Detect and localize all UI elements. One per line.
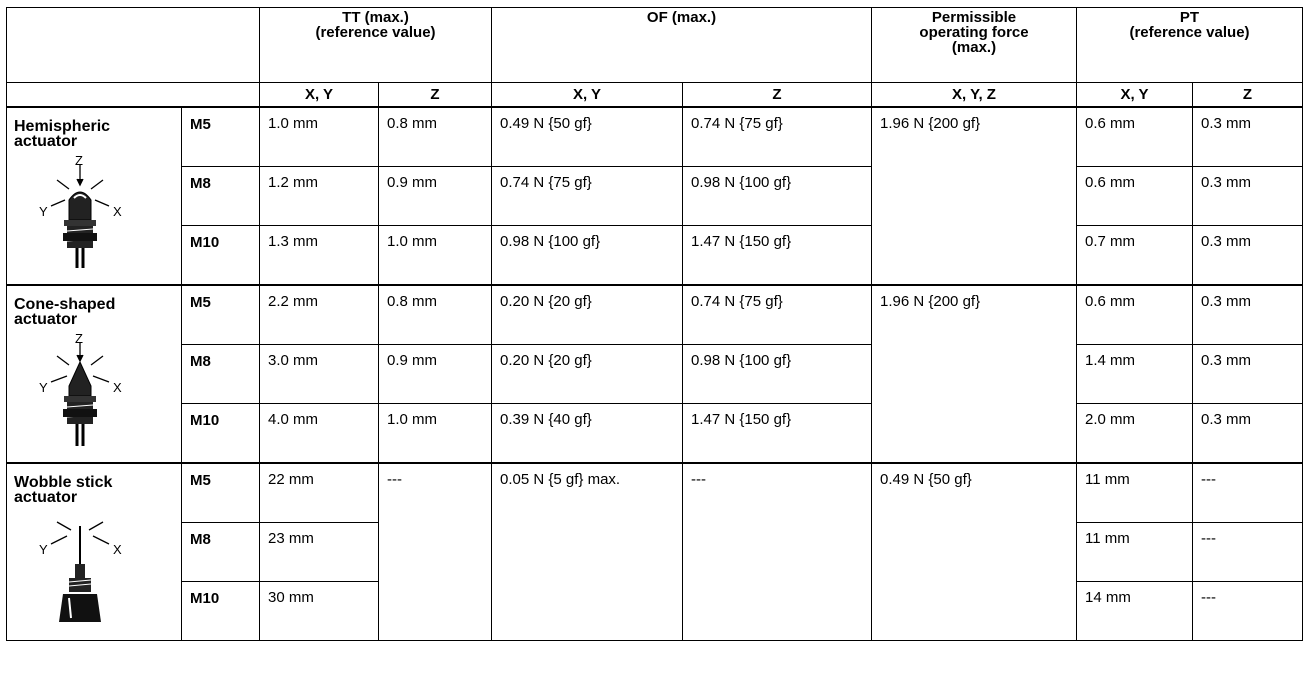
header-pof-line3: (max.) (951, 39, 997, 56)
axis-x-label: X (113, 204, 122, 219)
tt-z-cell: 0.9 mm (379, 167, 492, 226)
header-pof-line1: Permissible (931, 9, 1017, 26)
pt-xy-cell: 14 mm (1077, 582, 1193, 641)
header-pof-line2: operating force (919, 24, 1029, 41)
of-z-cell: 0.74 N {75 gf} (683, 285, 872, 345)
header-of (492, 8, 872, 83)
of-z-cell: 0.74 N {75 gf} (683, 107, 872, 167)
axis-x-label: X (113, 542, 122, 557)
subheader-tt-z: Z (379, 83, 492, 108)
size-label: M5 (182, 285, 260, 345)
wobble-stick-actuator-icon (7, 464, 182, 634)
pt-xy-cell: 0.7 mm (1077, 226, 1193, 286)
of-z-cell: 1.47 N {150 gf} (683, 404, 872, 464)
tt-xy-cell: 4.0 mm (260, 404, 379, 464)
group-title-line1: Cone-shaped (14, 296, 116, 313)
pt-z-cell: 0.3 mm (1193, 404, 1303, 464)
pt-z-cell: --- (1193, 523, 1303, 582)
group-wobble-stick (7, 463, 182, 641)
pt-xy-cell: 0.6 mm (1077, 285, 1193, 345)
size-label: M8 (182, 523, 260, 582)
tt-xy-cell: 22 mm (260, 463, 379, 523)
group-title-line2: actuator (14, 133, 78, 150)
of-xy-cell: 0.39 N {40 gf} (492, 404, 683, 464)
pt-z-cell: --- (1193, 463, 1303, 523)
header-of-line1: OF (max.) (646, 9, 717, 26)
header-tt-line2: (reference value) (315, 24, 436, 41)
tt-xy-cell: 3.0 mm (260, 345, 379, 404)
pof-cell: 1.96 N {200 gf} (872, 285, 1077, 463)
pt-z-cell: 0.3 mm (1193, 107, 1303, 167)
spec-table-wrapper (6, 7, 1303, 641)
tt-xy-cell: 1.3 mm (260, 226, 379, 286)
subheader-pof-xyz: X, Y, Z (872, 83, 1077, 108)
size-label: M8 (182, 345, 260, 404)
axis-y-label: Y (39, 380, 48, 395)
pof-cell: 0.49 N {50 gf} (872, 463, 1077, 641)
size-label: M10 (182, 226, 260, 286)
of-xy-cell: 0.05 N {5 gf} max. (492, 463, 683, 641)
subheader-of-z: Z (683, 83, 872, 108)
tt-xy-cell: 1.2 mm (260, 167, 379, 226)
size-label: M8 (182, 167, 260, 226)
of-z-cell: --- (683, 463, 872, 641)
group-title-line1: Hemispheric (14, 118, 111, 135)
header-pt-line1: PT (1179, 9, 1200, 26)
pt-z-cell: 0.3 mm (1193, 226, 1303, 286)
subheader-empty-cell (7, 83, 260, 108)
pt-xy-cell: 0.6 mm (1077, 167, 1193, 226)
cone-actuator-icon (7, 286, 182, 456)
group-hemispheric (7, 107, 182, 285)
tt-xy-cell: 2.2 mm (260, 285, 379, 345)
group-title-line2: actuator (14, 489, 78, 506)
pt-xy-cell: 2.0 mm (1077, 404, 1193, 464)
pt-xy-cell: 11 mm (1077, 463, 1193, 523)
of-xy-cell: 0.20 N {20 gf} (492, 345, 683, 404)
subheader-pt-z: Z (1193, 83, 1303, 108)
group-title-line1: Wobble stick (14, 474, 113, 491)
axis-y-label: Y (39, 204, 48, 219)
header-permissible-force (872, 8, 1077, 83)
tt-z-cell: 0.8 mm (379, 285, 492, 345)
header-empty-cell (7, 8, 260, 83)
size-label: M10 (182, 404, 260, 464)
header-tt-line1: TT (max.) (342, 9, 409, 26)
hemispheric-actuator-icon (7, 108, 182, 278)
of-xy-cell: 0.20 N {20 gf} (492, 285, 683, 345)
of-z-cell: 0.98 N {100 gf} (683, 345, 872, 404)
group-title-line2: actuator (14, 311, 78, 328)
pt-z-cell: 0.3 mm (1193, 167, 1303, 226)
pt-xy-cell: 1.4 mm (1077, 345, 1193, 404)
axis-z-label: Z (75, 153, 83, 168)
size-label: M10 (182, 582, 260, 641)
tt-z-cell: 1.0 mm (379, 226, 492, 286)
pt-z-cell: --- (1193, 582, 1303, 641)
of-xy-cell: 0.49 N {50 gf} (492, 107, 683, 167)
tt-z-cell: 0.8 mm (379, 107, 492, 167)
of-z-cell: 0.98 N {100 gf} (683, 167, 872, 226)
subheader-tt-xy: X, Y (260, 83, 379, 108)
actuator-spec-table (6, 7, 1303, 641)
subheader-pt-xy: X, Y (1077, 83, 1193, 108)
axis-y-label: Y (39, 542, 48, 557)
subheader-of-xy: X, Y (492, 83, 683, 108)
size-label: M5 (182, 107, 260, 167)
of-z-cell: 1.47 N {150 gf} (683, 226, 872, 286)
tt-xy-cell: 30 mm (260, 582, 379, 641)
tt-z-cell: 1.0 mm (379, 404, 492, 464)
header-pt (1077, 8, 1303, 83)
tt-z-cell: --- (379, 463, 492, 641)
pof-cell: 1.96 N {200 gf} (872, 107, 1077, 285)
pt-xy-cell: 0.6 mm (1077, 107, 1193, 167)
header-tt (260, 8, 492, 83)
header-pt-line2: (reference value) (1129, 24, 1250, 41)
group-cone-shaped (7, 285, 182, 463)
axis-x-label: X (113, 380, 122, 395)
pt-z-cell: 0.3 mm (1193, 345, 1303, 404)
tt-xy-cell: 1.0 mm (260, 107, 379, 167)
pt-z-cell: 0.3 mm (1193, 285, 1303, 345)
size-label: M5 (182, 463, 260, 523)
tt-z-cell: 0.9 mm (379, 345, 492, 404)
pt-xy-cell: 11 mm (1077, 523, 1193, 582)
axis-z-label: Z (75, 331, 83, 346)
of-xy-cell: 0.74 N {75 gf} (492, 167, 683, 226)
tt-xy-cell: 23 mm (260, 523, 379, 582)
of-xy-cell: 0.98 N {100 gf} (492, 226, 683, 286)
